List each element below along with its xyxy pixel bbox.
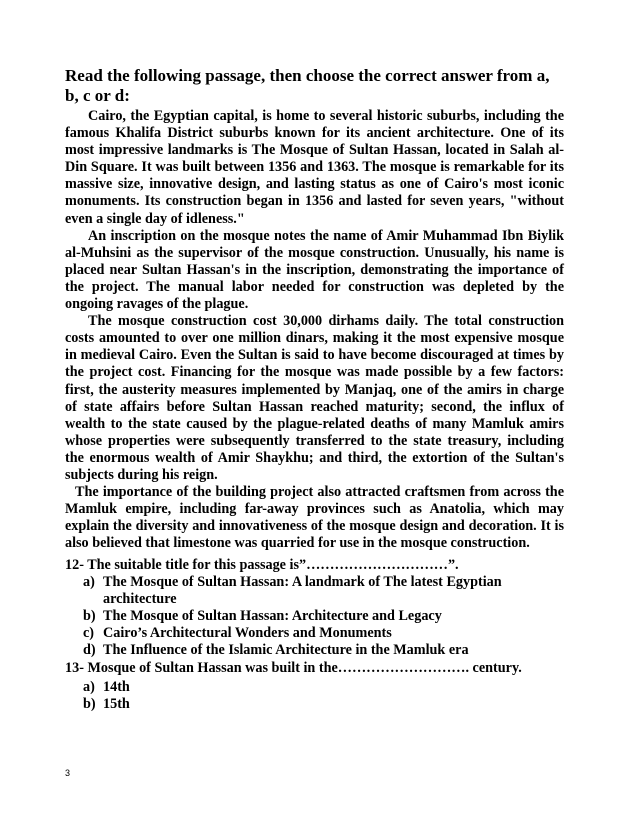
question-12-option-c[interactable] [65, 625, 564, 642]
option-text: Cairo’s Architectural Wonders and Monuments [103, 625, 392, 642]
option-letter: a) [83, 574, 95, 591]
passage-paragraph-4: The importance of the building project also attracted craftsmen from across the Mamluk empire, including far-away provinces such as Anatolia, which may explain the diversity and innovativeness of the mosque design and decoration. It is also believed that limestone was quarried for use in the mosque construction. [65, 484, 564, 552]
option-text: The Mosque of Sultan Hassan: Architecture and Legacy [103, 608, 442, 625]
question-13 [65, 660, 564, 713]
passage-paragraph-1: Cairo, the Egyptian capital, is home to several historic suburbs, including the famous Khalifa District suburbs known for its ancient architecture. One of its most impressive landmarks is The Mosque of Sultan Hassan, located in Salah al-Din Square. It was built between 1356 and 1363. The mosque is remarkable for its massive size, innovative design, and lasting status as one of Cairo's most iconic monuments. Its construction began in 1356 and lasted for seven years, "without even a single day of idleness." [65, 108, 564, 227]
passage-paragraph-2: An inscription on the mosque notes the name of Amir Muhammad Ibn Biylik al-Muhsini as the supervisor of the mosque construction. Unusually, his name is placed near Sultan Hassan's in the inscription, demonstrating the importance of the project. The manual labor needed for construction was depleted by the ongoing ravages of the plague. [65, 227, 564, 313]
page-number: 3 [65, 768, 71, 778]
document-content [65, 66, 564, 713]
option-text: The Mosque of Sultan Hassan: A landmark of The latest Egyptian architecture [103, 574, 502, 608]
passage-paragraph-3: The mosque construction cost 30,000 dirhams daily. The total construction costs amounted to over one million dinars, making it the most expensive mosque in medieval Cairo. Even the Sultan is said to have become discouraged at times by the project cost. Financing for the mosque was made possible by a few factors: first, the austerity measures implemented by Manjaq, one of the amirs in charge of state affairs before Sultan Hassan reached maturity; second, the influx of wealth to the state caused by the plague-related deaths of many Mamluk amirs whose properties were subsequently transferred to the state treasury, including the enormous wealth of Amir Shaykhu; and third, the extortion of the Sultan's subjects during his reign. [65, 313, 564, 483]
option-letter: d) [83, 642, 96, 659]
option-text: 14th [103, 679, 130, 696]
question-12-option-a[interactable] [65, 574, 564, 608]
question-12-option-d[interactable] [65, 642, 564, 659]
option-letter: b) [83, 608, 96, 625]
option-text: The Influence of the Islamic Architecture in the Mamluk era [103, 642, 469, 659]
instructions-heading: Read the following passage, then choose the correct answer from a, b, c or d: [65, 66, 550, 105]
option-letter: c) [83, 625, 95, 642]
question-13-text: 13- Mosque of Sultan Hassan was built in the………………………. century. [65, 660, 522, 677]
option-letter: a) [83, 679, 95, 696]
question-12 [65, 557, 564, 659]
question-13-option-b[interactable] [65, 696, 564, 713]
question-12-text: 12- The suitable title for this passage is”…………………………”. [65, 557, 459, 574]
question-13-option-a[interactable] [65, 679, 564, 696]
option-letter: b) [83, 696, 96, 713]
question-12-option-b[interactable] [65, 608, 564, 625]
option-text: 15th [103, 696, 130, 713]
